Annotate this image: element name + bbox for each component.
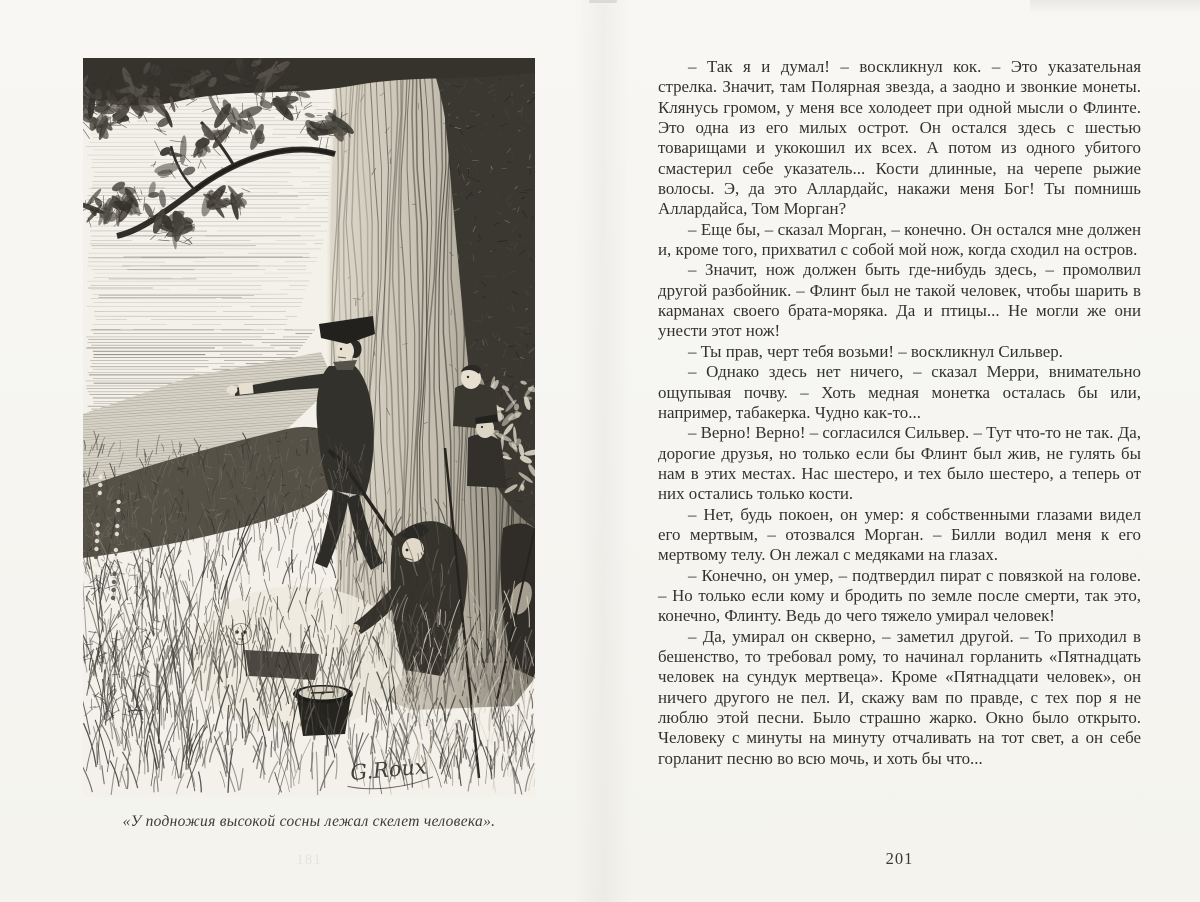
scan-edge-mark [589,0,617,3]
right-page [600,0,1200,902]
paragraph: – Еще бы, – сказал Морган, – конечно. Он остался мне должен и, кроме того, прихватил с собой мой нож, когда сходил на остров. [658,219,1141,260]
engraving-illustration [83,58,535,797]
engraving-figure [83,58,535,831]
show-through-number: 181 [296,852,322,868]
paragraph: – Ты прав, черт тебя возьми! – воскликнул Сильвер. [688,341,1063,361]
paragraph: – Так я и думал! – воскликнул кок. – Это указательная стрелка. Значит, там Полярная звезда, а заодно и звонкие монеты. Клянусь громом, у меня все холодеет при одной мысли о Флинте. Это одна из его милых острот. Он остался здесь с шестью товарищами и укокошил их всех. А потом из одного убитого смастерил себе указатель... Кости длинные, на черепе рыжие волосы. Э, да это Аллардайс, накажи меня Бог! Ты помнишь Аллардайса, Том Морган? [658,57,1141,219]
paragraph: – Значит, нож должен быть где-нибудь здесь, – промолвил другой разбойник. – Флинт был не такой человек, чтобы шарить в карманах своего брата-моряка. Да и птицы... Не могли же они унести этот нож! [658,260,1141,341]
paragraph: – Однако здесь нет ничего, – сказал Мерри, внимательно ощупывая почву. – Хоть медная монетка осталась бы или, например, табакерка. Чудно как-то... [658,362,1141,422]
illustration-caption: «У подножия высокой сосны лежал скелет человека». [122,813,496,830]
paragraph: – Нет, будь покоен, он умер: я собственными глазами видел его мертвым, – отозвался Морган. – Билли водил меня к его мертвому телу. Он лежал с медяками на глазах. [658,504,1141,565]
scan-edge-wash [1030,0,1200,14]
paragraph: – Да, умирал он скверно, – заметил другой. – То приходил в бешенство, то требовал рому, то начинал горланить «Пятнадцать человек на сундук мертвеца». Кроме «Пятнадцати человек», он ничего другого не пел. И, скажу вам по правде, с тех пор я не люблю этой песни. Было страшно жарко. Окно было открыто. Человеку с минуты на минуту отчаливать на тот свет, а он себе горланит песню во всю мочь, и хоть бы что... [658,626,1141,768]
paragraph: – Конечно, он умер, – подтвердил пират с повязкой на голове. – Но только если кому и бродить по земле после смерти, так это, конечно, Флинту. Ведь до чего тяжело умирал человек! [658,565,1141,626]
body-text [658,57,1141,769]
artist-signature: G.Roux [349,754,428,785]
paragraph: – Верно! Верно! – согласился Сильвер. – Тут что-то не так. Да, дорогие друзья, но только если бы Флинт был жив, не гулять бы нам в этих местах. Нас шестеро, и тех было шестеро, а теперь от них остались только кости. [658,423,1141,504]
page-number: 201 [885,849,914,868]
